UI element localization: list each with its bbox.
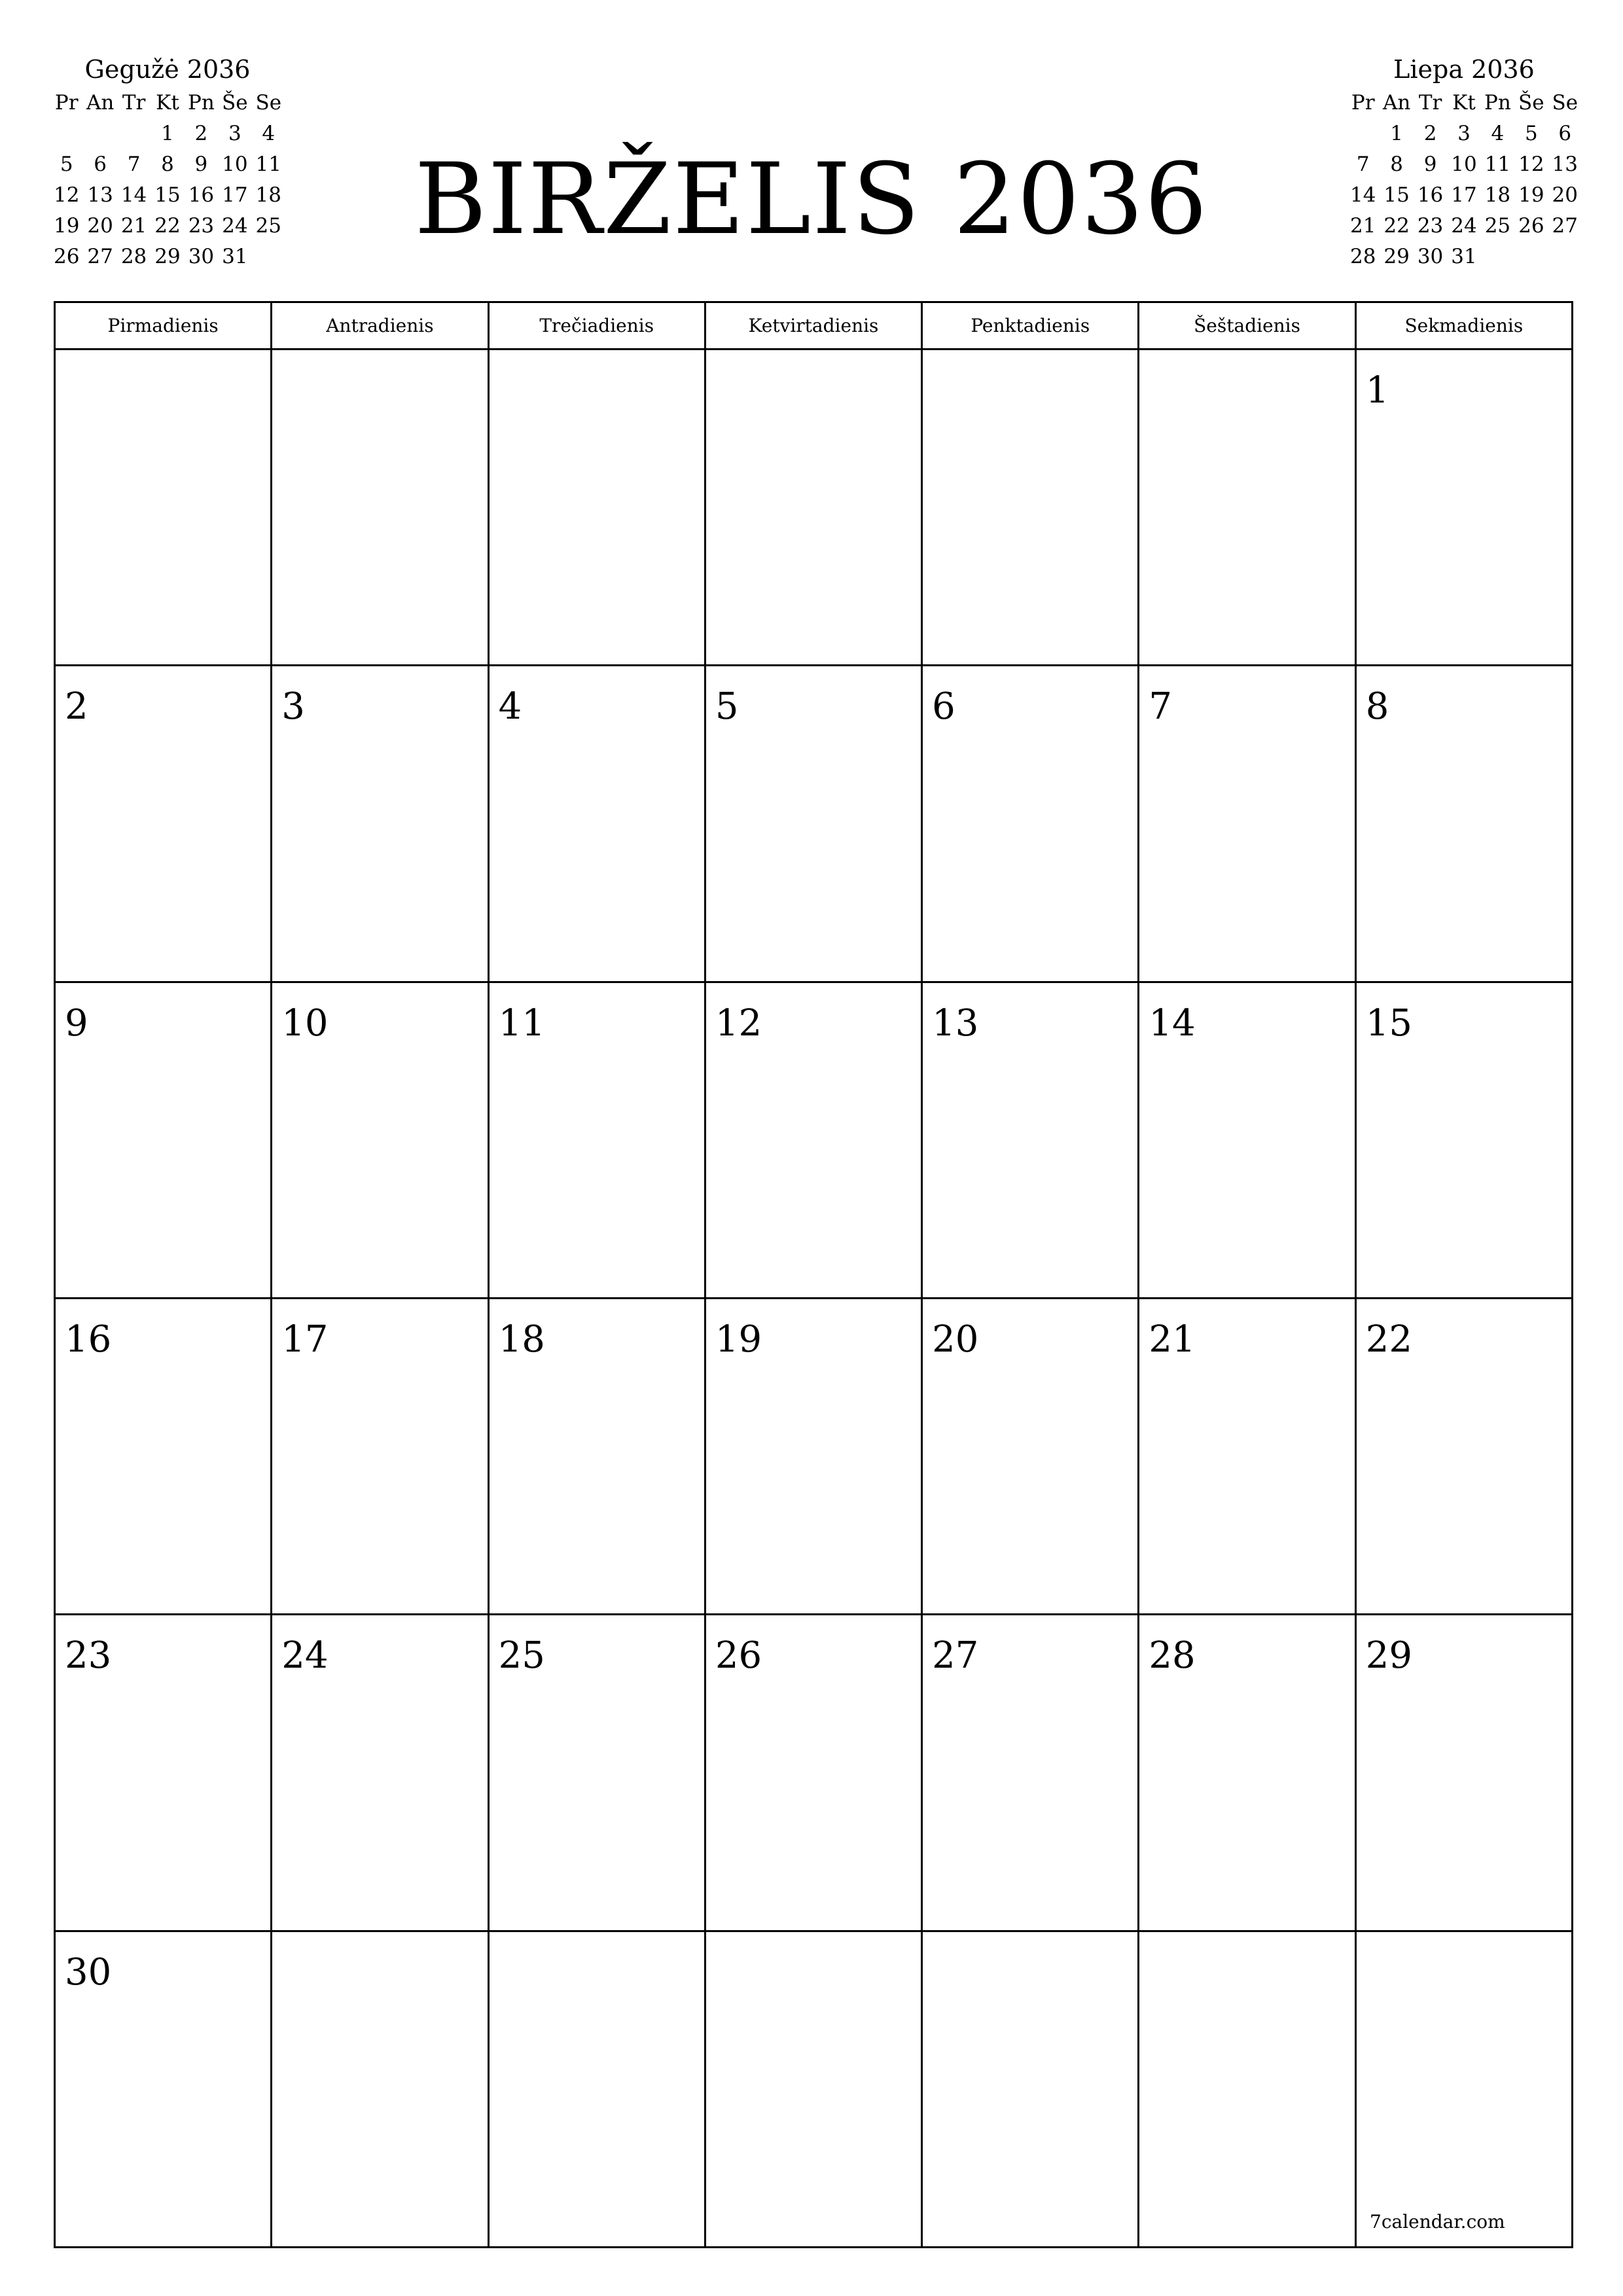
mini-day: 3 [1457,122,1471,145]
mini-day: 18 [255,183,281,207]
day-cell [56,1615,272,1931]
mini-day: 13 [1552,152,1578,176]
mini-day: 22 [1383,214,1410,238]
mini-day: 14 [120,183,147,207]
day-cell [1357,1615,1573,1931]
mini-day: 26 [53,245,80,268]
mini-weekday: Pn [1484,91,1511,115]
day-cell [923,666,1139,982]
day-number: 13 [932,1001,979,1045]
mini-day: 9 [1423,152,1437,176]
mini-day: 19 [1518,183,1544,207]
day-cell [1139,666,1356,982]
mini-day: 31 [222,245,248,268]
mini-day: 12 [53,183,80,207]
mini-day: 21 [120,214,147,238]
page-title: BIRŽELIS 2036 [414,143,1209,257]
day-cell [1357,1299,1573,1615]
day-number: 22 [1365,1318,1412,1361]
mini-day: 20 [87,214,113,238]
mini-day: 6 [1558,122,1572,145]
day-cell [706,666,923,982]
day-cell [490,1932,706,2248]
day-number: 10 [281,1001,329,1045]
day-number: 1 [1365,369,1389,412]
day-cell [490,1615,706,1931]
day-cell [272,666,489,982]
day-number: 24 [281,1634,329,1677]
day-number: 20 [932,1318,979,1361]
mini-weekday: Še [222,91,248,115]
day-number: 2 [65,685,88,728]
day-cell [1139,1932,1356,2248]
day-cell [706,350,923,666]
day-cell [923,1299,1139,1615]
mini-weekday: Še [1518,91,1544,115]
mini-weekday: Pr [54,91,79,115]
mini-day: 2 [1423,122,1437,145]
mini-day: 15 [154,183,181,207]
day-cell [1357,983,1573,1299]
mini-day [1548,242,1582,272]
day-number: 18 [498,1318,545,1361]
month-grid [54,301,1573,2248]
day-cell [1139,350,1356,666]
day-cell [1139,1615,1356,1931]
weekday-header: Antradienis [272,303,489,350]
day-cell [56,666,272,982]
mini-day: 30 [188,245,215,268]
mini-day: 1 [1390,122,1403,145]
mini-day: 14 [1349,183,1376,207]
mini-day: 16 [1417,183,1444,207]
day-number: 21 [1149,1318,1196,1361]
day-cell [490,666,706,982]
day-number: 3 [281,685,305,728]
site-credit: 7calendar.com [1370,2211,1505,2233]
day-number: 14 [1149,1001,1196,1045]
day-number: 29 [1365,1634,1412,1677]
mini-weekday: Tr [122,91,146,115]
mini-calendar-title: Liepa 2036 [1393,55,1535,84]
day-cell [1139,983,1356,1299]
mini-day: 25 [255,214,281,238]
mini-day: 28 [120,245,147,268]
day-cell [923,1932,1139,2248]
day-cell [706,1932,923,2248]
mini-day: 23 [1417,214,1444,238]
mini-day: 22 [154,214,181,238]
day-cell [1357,666,1573,982]
mini-day: 11 [1484,152,1511,176]
day-number: 8 [1365,685,1389,728]
day-cell [272,1932,489,2248]
mini-weekday: Kt [156,91,179,115]
mini-day: 27 [1552,214,1578,238]
day-number: 23 [65,1634,112,1677]
mini-day: 10 [1451,152,1477,176]
mini-weekday: Pr [1351,91,1375,115]
mini-day: 27 [87,245,113,268]
mini-day: 26 [1518,214,1544,238]
mini-weekday: Pn [188,91,215,115]
mini-weekday: Tr [1418,91,1442,115]
mini-day: 15 [1383,183,1410,207]
weekday-header: Trečiadienis [490,303,706,350]
day-cell [56,350,272,666]
mini-day: 2 [194,122,208,145]
day-number: 26 [715,1634,762,1677]
mini-day: 8 [1390,152,1403,176]
mini-day: 18 [1484,183,1511,207]
day-cell [272,350,489,666]
day-number: 11 [498,1001,545,1045]
day-number: 30 [65,1950,112,1994]
mini-day [1514,242,1548,272]
day-number: 12 [715,1001,762,1045]
mini-day: 17 [1451,183,1477,207]
day-cell [490,983,706,1299]
day-cell [706,1615,923,1931]
weekday-header: Pirmadienis [56,303,272,350]
mini-day: 24 [1451,214,1477,238]
mini-day: 30 [1417,245,1444,268]
day-number: 15 [1365,1001,1412,1045]
mini-calendar-grid [1346,88,1582,272]
day-number: 17 [281,1318,329,1361]
day-number: 4 [498,685,522,728]
mini-day: 13 [87,183,113,207]
mini-day: 8 [161,152,174,176]
day-number: 7 [1149,685,1173,728]
mini-day [1481,242,1514,272]
mini-day: 4 [1491,122,1505,145]
day-number: 28 [1149,1634,1196,1677]
day-cell [490,350,706,666]
mini-day: 5 [1524,122,1538,145]
mini-day: 10 [222,152,248,176]
day-cell [923,1615,1139,1931]
weekday-header: Šeštadienis [1139,303,1356,350]
day-number: 16 [65,1318,112,1361]
mini-day: 3 [228,122,241,145]
day-number: 6 [932,685,955,728]
day-cell [923,350,1139,666]
weekday-header: Penktadienis [923,303,1139,350]
mini-day: 29 [1383,245,1410,268]
mini-day: 16 [188,183,215,207]
mini-day: 24 [222,214,248,238]
mini-day: 11 [255,152,281,176]
mini-calendar-next-month [1346,51,1582,272]
day-number: 19 [715,1318,762,1361]
day-cell [1357,1932,1573,2248]
mini-day [1346,118,1380,149]
day-number: 9 [65,1001,88,1045]
day-cell [272,983,489,1299]
mini-weekday: Kt [1452,91,1476,115]
day-number: 27 [932,1634,979,1677]
mini-day: 17 [222,183,248,207]
mini-day: 31 [1451,245,1477,268]
weekday-header: Sekmadienis [1357,303,1573,350]
day-cell [706,1299,923,1615]
day-cell [272,1299,489,1615]
mini-weekday: Se [255,91,282,115]
mini-weekday: An [1382,91,1411,115]
day-cell [56,983,272,1299]
mini-day: 5 [60,152,73,176]
day-cell [1139,1299,1356,1615]
mini-day: 23 [188,214,215,238]
mini-day: 12 [1518,152,1544,176]
mini-day: 7 [1356,152,1370,176]
mini-day: 25 [1484,214,1511,238]
mini-day: 28 [1349,245,1376,268]
day-number: 5 [715,685,739,728]
mini-day: 4 [262,122,276,145]
mini-day: 1 [161,122,174,145]
mini-calendar-title: Gegužė 2036 [84,55,251,84]
weekday-header: Ketvirtadienis [706,303,923,350]
mini-day: 9 [194,152,208,176]
day-cell [1357,350,1573,666]
day-number: 25 [498,1634,545,1677]
day-cell [56,1932,272,2248]
mini-day: 19 [53,214,80,238]
mini-day: 29 [154,245,181,268]
mini-day: 6 [94,152,107,176]
mini-weekday: An [86,91,115,115]
mini-weekday: Se [1552,91,1578,115]
mini-day: 21 [1349,214,1376,238]
day-cell [706,983,923,1299]
mini-day: 20 [1552,183,1578,207]
day-cell [272,1615,489,1931]
mini-day: 7 [127,152,141,176]
day-cell [923,983,1139,1299]
day-cell [56,1299,272,1615]
day-cell [490,1299,706,1615]
